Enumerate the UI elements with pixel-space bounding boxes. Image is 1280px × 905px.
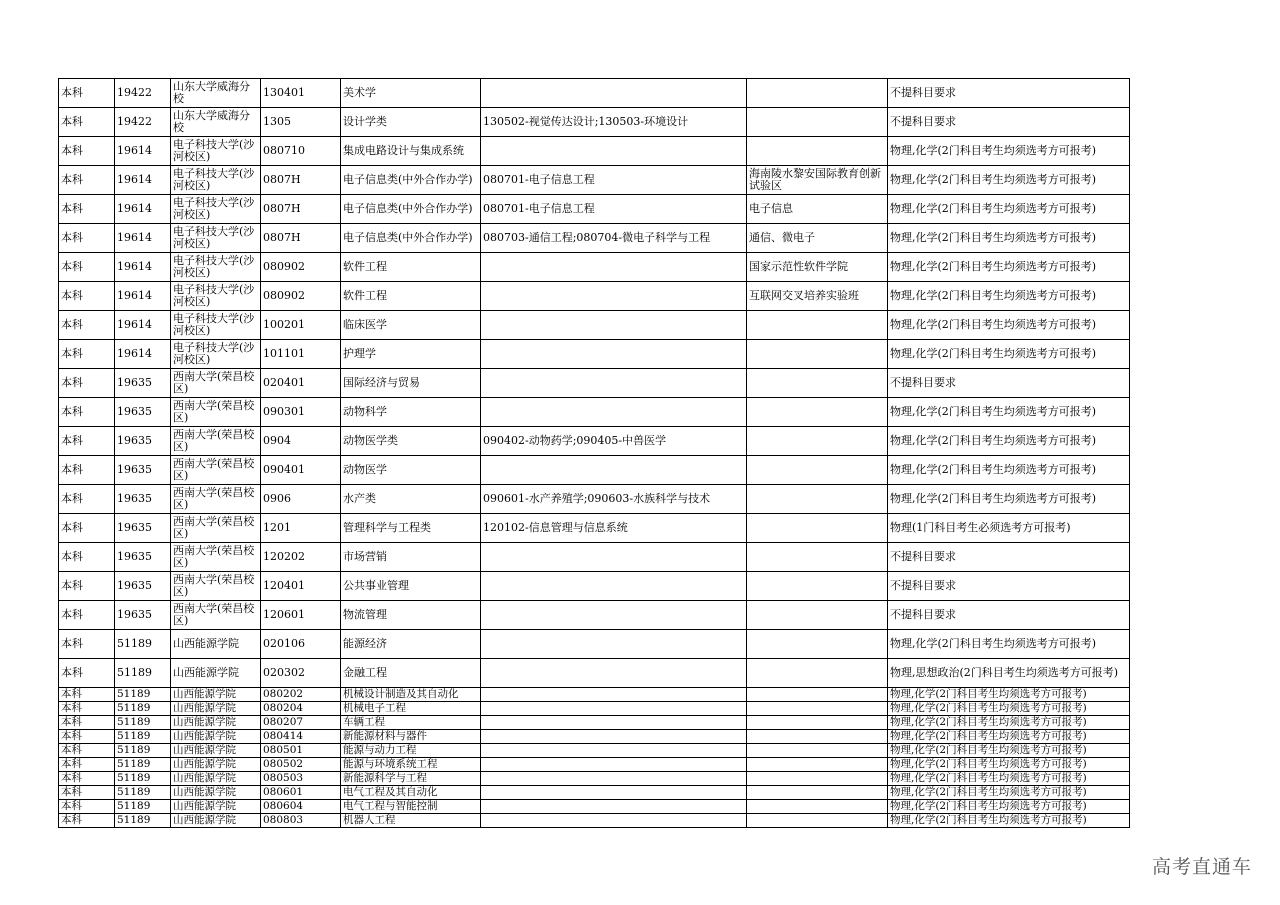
code-cell: 19614 <box>115 166 171 195</box>
included-majors-cell <box>481 800 747 814</box>
subject-requirement-cell: 物理,化学(2门科目考生均须选考方可报考) <box>888 630 1130 659</box>
subject-requirement-cell: 不提科目要求 <box>888 79 1130 108</box>
code-cell: 19635 <box>115 514 171 543</box>
code-cell: 51189 <box>115 716 171 730</box>
code-cell: 51189 <box>115 659 171 688</box>
level-cell: 本科 <box>59 224 115 253</box>
code-cell: 51189 <box>115 800 171 814</box>
table-row <box>59 253 1130 282</box>
table-row <box>59 195 1130 224</box>
subject-requirement-cell: 物理,化学(2门科目考生均须选考方可报考) <box>888 758 1130 772</box>
remark-cell <box>747 786 888 800</box>
table-row <box>59 758 1130 772</box>
included-majors-cell: 090601-水产养殖学;090603-水族科学与技术 <box>481 485 747 514</box>
level-cell: 本科 <box>59 514 115 543</box>
included-majors-cell <box>481 79 747 108</box>
major-code-cell: 101101 <box>261 340 341 369</box>
code-cell: 19635 <box>115 572 171 601</box>
code-cell: 19614 <box>115 137 171 166</box>
remark-cell <box>747 744 888 758</box>
included-majors-cell: 090402-动物药学;090405-中兽医学 <box>481 427 747 456</box>
remark-cell <box>747 772 888 786</box>
major-name-cell: 设计学类 <box>341 108 481 137</box>
level-cell: 本科 <box>59 543 115 572</box>
remark-cell: 互联网交叉培养实验班 <box>747 282 888 311</box>
school-cell: 西南大学(荣昌校区) <box>171 456 261 485</box>
remark-cell <box>747 311 888 340</box>
subject-requirement-cell: 物理,化学(2门科目考生均须选考方可报考) <box>888 456 1130 485</box>
included-majors-cell <box>481 369 747 398</box>
level-cell: 本科 <box>59 659 115 688</box>
major-name-cell: 电气工程及其自动化 <box>341 786 481 800</box>
table-row <box>59 282 1130 311</box>
included-majors-cell: 080701-电子信息工程 <box>481 195 747 224</box>
remark-cell <box>747 514 888 543</box>
school-cell: 西南大学(荣昌校区) <box>171 369 261 398</box>
major-code-cell: 080604 <box>261 800 341 814</box>
major-name-cell: 美术学 <box>341 79 481 108</box>
table-row <box>59 772 1130 786</box>
subject-requirement-cell: 物理,化学(2门科目考生均须选考方可报考) <box>888 744 1130 758</box>
major-name-cell: 机械电子工程 <box>341 702 481 716</box>
level-cell: 本科 <box>59 79 115 108</box>
included-majors-cell <box>481 772 747 786</box>
included-majors-cell <box>481 702 747 716</box>
subject-requirement-cell: 物理,化学(2门科目考生均须选考方可报考) <box>888 427 1130 456</box>
major-code-cell: 120401 <box>261 572 341 601</box>
table-row <box>59 688 1130 702</box>
remark-cell <box>747 485 888 514</box>
table-row <box>59 79 1130 108</box>
code-cell: 19614 <box>115 253 171 282</box>
major-code-cell: 0807H <box>261 224 341 253</box>
level-cell: 本科 <box>59 630 115 659</box>
major-name-cell: 软件工程 <box>341 253 481 282</box>
code-cell: 51189 <box>115 630 171 659</box>
school-cell: 电子科技大学(沙河校区) <box>171 195 261 224</box>
major-name-cell: 护理学 <box>341 340 481 369</box>
level-cell: 本科 <box>59 601 115 630</box>
subject-requirement-cell: 不提科目要求 <box>888 543 1130 572</box>
code-cell: 51189 <box>115 772 171 786</box>
school-cell: 山西能源学院 <box>171 630 261 659</box>
major-code-cell: 0904 <box>261 427 341 456</box>
table-row <box>59 137 1130 166</box>
level-cell: 本科 <box>59 772 115 786</box>
subject-requirement-cell: 物理,化学(2门科目考生均须选考方可报考) <box>888 340 1130 369</box>
school-cell: 山东大学威海分校 <box>171 108 261 137</box>
subject-requirement-cell: 物理(1门科目考生必须选考方可报考) <box>888 514 1130 543</box>
major-name-cell: 电气工程与智能控制 <box>341 800 481 814</box>
table-row <box>59 744 1130 758</box>
major-name-cell: 金融工程 <box>341 659 481 688</box>
subject-requirement-cell: 物理,化学(2门科目考生均须选考方可报考) <box>888 716 1130 730</box>
table-row <box>59 166 1130 195</box>
major-code-cell: 1201 <box>261 514 341 543</box>
school-cell: 电子科技大学(沙河校区) <box>171 224 261 253</box>
level-cell: 本科 <box>59 166 115 195</box>
school-cell: 电子科技大学(沙河校区) <box>171 137 261 166</box>
code-cell: 19422 <box>115 79 171 108</box>
code-cell: 51189 <box>115 688 171 702</box>
included-majors-cell <box>481 253 747 282</box>
major-name-cell: 物流管理 <box>341 601 481 630</box>
subject-requirement-cell: 物理,化学(2门科目考生均须选考方可报考) <box>888 311 1130 340</box>
school-cell: 山西能源学院 <box>171 744 261 758</box>
remark-cell <box>747 543 888 572</box>
table-row <box>59 800 1130 814</box>
table-row <box>59 369 1130 398</box>
major-code-cell: 100201 <box>261 311 341 340</box>
level-cell: 本科 <box>59 253 115 282</box>
level-cell: 本科 <box>59 730 115 744</box>
table-row <box>59 456 1130 485</box>
major-code-cell: 020401 <box>261 369 341 398</box>
table-row <box>59 716 1130 730</box>
subject-requirement-cell: 物理,化学(2门科目考生均须选考方可报考) <box>888 485 1130 514</box>
major-code-cell: 080601 <box>261 786 341 800</box>
level-cell: 本科 <box>59 688 115 702</box>
school-cell: 电子科技大学(沙河校区) <box>171 311 261 340</box>
major-code-cell: 080710 <box>261 137 341 166</box>
code-cell: 19614 <box>115 195 171 224</box>
major-code-cell: 080803 <box>261 814 341 828</box>
level-cell: 本科 <box>59 195 115 224</box>
level-cell: 本科 <box>59 427 115 456</box>
code-cell: 19614 <box>115 311 171 340</box>
remark-cell <box>747 814 888 828</box>
subject-requirement-cell: 物理,化学(2门科目考生均须选考方可报考) <box>888 772 1130 786</box>
major-name-cell: 电子信息类(中外合作办学) <box>341 166 481 195</box>
school-cell: 西南大学(荣昌校区) <box>171 427 261 456</box>
major-code-cell: 020106 <box>261 630 341 659</box>
included-majors-cell <box>481 398 747 427</box>
school-cell: 山东大学威海分校 <box>171 79 261 108</box>
remark-cell <box>747 688 888 702</box>
remark-cell <box>747 456 888 485</box>
major-name-cell: 电子信息类(中外合作办学) <box>341 195 481 224</box>
table-row <box>59 543 1130 572</box>
remark-cell <box>747 79 888 108</box>
major-code-cell: 080502 <box>261 758 341 772</box>
included-majors-cell <box>481 543 747 572</box>
major-name-cell: 动物医学类 <box>341 427 481 456</box>
level-cell: 本科 <box>59 786 115 800</box>
remark-cell <box>747 398 888 427</box>
major-name-cell: 能源经济 <box>341 630 481 659</box>
school-cell: 西南大学(荣昌校区) <box>171 572 261 601</box>
included-majors-cell <box>481 282 747 311</box>
school-cell: 西南大学(荣昌校区) <box>171 543 261 572</box>
school-cell: 山西能源学院 <box>171 772 261 786</box>
included-majors-cell: 130502-视觉传达设计;130503-环境设计 <box>481 108 747 137</box>
code-cell: 19635 <box>115 398 171 427</box>
major-code-cell: 080503 <box>261 772 341 786</box>
subject-requirement-cell: 物理,化学(2门科目考生均须选考方可报考) <box>888 814 1130 828</box>
level-cell: 本科 <box>59 137 115 166</box>
major-code-cell: 120601 <box>261 601 341 630</box>
subject-requirement-cell: 物理,化学(2门科目考生均须选考方可报考) <box>888 688 1130 702</box>
remark-cell <box>747 137 888 166</box>
major-code-cell: 090301 <box>261 398 341 427</box>
level-cell: 本科 <box>59 282 115 311</box>
school-cell: 电子科技大学(沙河校区) <box>171 166 261 195</box>
remark-cell <box>747 340 888 369</box>
school-cell: 电子科技大学(沙河校区) <box>171 282 261 311</box>
level-cell: 本科 <box>59 716 115 730</box>
code-cell: 19614 <box>115 340 171 369</box>
major-name-cell: 能源与环境系统工程 <box>341 758 481 772</box>
remark-cell <box>747 369 888 398</box>
school-cell: 电子科技大学(沙河校区) <box>171 253 261 282</box>
remark-cell <box>747 800 888 814</box>
subject-requirements-table <box>58 78 1130 828</box>
subject-requirement-cell: 物理,化学(2门科目考生均须选考方可报考) <box>888 224 1130 253</box>
code-cell: 51189 <box>115 814 171 828</box>
remark-cell <box>747 427 888 456</box>
level-cell: 本科 <box>59 572 115 601</box>
table-row <box>59 659 1130 688</box>
school-cell: 山西能源学院 <box>171 758 261 772</box>
code-cell: 19635 <box>115 601 171 630</box>
subject-requirement-cell: 物理,化学(2门科目考生均须选考方可报考) <box>888 253 1130 282</box>
subject-requirement-cell: 物理,化学(2门科目考生均须选考方可报考) <box>888 137 1130 166</box>
subject-requirement-cell: 物理,化学(2门科目考生均须选考方可报考) <box>888 800 1130 814</box>
included-majors-cell <box>481 630 747 659</box>
level-cell: 本科 <box>59 814 115 828</box>
major-name-cell: 国际经济与贸易 <box>341 369 481 398</box>
table-row <box>59 224 1130 253</box>
level-cell: 本科 <box>59 311 115 340</box>
major-code-cell: 020302 <box>261 659 341 688</box>
major-name-cell: 市场营销 <box>341 543 481 572</box>
included-majors-cell <box>481 688 747 702</box>
remark-cell <box>747 758 888 772</box>
major-name-cell: 动物科学 <box>341 398 481 427</box>
table-row <box>59 514 1130 543</box>
school-cell: 山西能源学院 <box>171 716 261 730</box>
major-name-cell: 临床医学 <box>341 311 481 340</box>
major-name-cell: 新能源材料与器件 <box>341 730 481 744</box>
subject-requirement-cell: 物理,化学(2门科目考生均须选考方可报考) <box>888 730 1130 744</box>
level-cell: 本科 <box>59 108 115 137</box>
major-code-cell: 090401 <box>261 456 341 485</box>
major-code-cell: 130401 <box>261 79 341 108</box>
subject-requirement-cell: 物理,思想政治(2门科目考生均须选考方可报考) <box>888 659 1130 688</box>
major-code-cell: 080414 <box>261 730 341 744</box>
subject-requirement-cell: 不提科目要求 <box>888 369 1130 398</box>
major-code-cell: 080202 <box>261 688 341 702</box>
subject-requirement-cell: 物理,化学(2门科目考生均须选考方可报考) <box>888 786 1130 800</box>
table-row <box>59 427 1130 456</box>
code-cell: 19614 <box>115 224 171 253</box>
included-majors-cell: 120102-信息管理与信息系统 <box>481 514 747 543</box>
code-cell: 51189 <box>115 758 171 772</box>
subject-requirement-cell: 物理,化学(2门科目考生均须选考方可报考) <box>888 195 1130 224</box>
major-name-cell: 电子信息类(中外合作办学) <box>341 224 481 253</box>
major-name-cell: 软件工程 <box>341 282 481 311</box>
table-body <box>59 79 1130 828</box>
included-majors-cell <box>481 786 747 800</box>
major-code-cell: 1305 <box>261 108 341 137</box>
table-row <box>59 485 1130 514</box>
subject-requirement-cell: 不提科目要求 <box>888 601 1130 630</box>
included-majors-cell: 080703-通信工程;080704-微电子科学与工程 <box>481 224 747 253</box>
included-majors-cell <box>481 456 747 485</box>
remark-cell <box>747 601 888 630</box>
major-name-cell: 能源与动力工程 <box>341 744 481 758</box>
school-cell: 山西能源学院 <box>171 786 261 800</box>
major-code-cell: 080204 <box>261 702 341 716</box>
major-name-cell: 管理科学与工程类 <box>341 514 481 543</box>
table-row <box>59 814 1130 828</box>
subject-requirement-cell: 物理,化学(2门科目考生均须选考方可报考) <box>888 398 1130 427</box>
major-code-cell: 0807H <box>261 195 341 224</box>
school-cell: 山西能源学院 <box>171 688 261 702</box>
table-row <box>59 786 1130 800</box>
table-row <box>59 702 1130 716</box>
major-code-cell: 080902 <box>261 253 341 282</box>
subject-requirement-cell: 物理,化学(2门科目考生均须选考方可报考) <box>888 166 1130 195</box>
included-majors-cell <box>481 601 747 630</box>
major-code-cell: 080207 <box>261 716 341 730</box>
included-majors-cell <box>481 730 747 744</box>
code-cell: 51189 <box>115 786 171 800</box>
level-cell: 本科 <box>59 702 115 716</box>
school-cell: 山西能源学院 <box>171 702 261 716</box>
major-name-cell: 动物医学 <box>341 456 481 485</box>
table-row <box>59 108 1130 137</box>
major-name-cell: 水产类 <box>341 485 481 514</box>
code-cell: 19635 <box>115 369 171 398</box>
major-name-cell: 机器人工程 <box>341 814 481 828</box>
included-majors-cell <box>481 758 747 772</box>
remark-cell: 电子信息 <box>747 195 888 224</box>
major-code-cell: 080902 <box>261 282 341 311</box>
included-majors-cell <box>481 659 747 688</box>
school-cell: 山西能源学院 <box>171 659 261 688</box>
code-cell: 19635 <box>115 485 171 514</box>
remark-cell <box>747 108 888 137</box>
level-cell: 本科 <box>59 800 115 814</box>
school-cell: 山西能源学院 <box>171 730 261 744</box>
major-code-cell: 0807H <box>261 166 341 195</box>
included-majors-cell <box>481 572 747 601</box>
subject-requirement-cell: 不提科目要求 <box>888 108 1130 137</box>
included-majors-cell <box>481 814 747 828</box>
major-name-cell: 新能源科学与工程 <box>341 772 481 786</box>
major-name-cell: 车辆工程 <box>341 716 481 730</box>
school-cell: 西南大学(荣昌校区) <box>171 398 261 427</box>
level-cell: 本科 <box>59 485 115 514</box>
remark-cell: 通信、微电子 <box>747 224 888 253</box>
remark-cell <box>747 716 888 730</box>
code-cell: 19635 <box>115 427 171 456</box>
included-majors-cell <box>481 340 747 369</box>
major-name-cell: 公共事业管理 <box>341 572 481 601</box>
subject-requirement-cell: 物理,化学(2门科目考生均须选考方可报考) <box>888 702 1130 716</box>
major-code-cell: 080501 <box>261 744 341 758</box>
major-code-cell: 120202 <box>261 543 341 572</box>
table-row <box>59 630 1130 659</box>
table-row <box>59 398 1130 427</box>
school-cell: 西南大学(荣昌校区) <box>171 601 261 630</box>
included-majors-cell <box>481 716 747 730</box>
remark-cell <box>747 702 888 716</box>
school-cell: 电子科技大学(沙河校区) <box>171 340 261 369</box>
level-cell: 本科 <box>59 456 115 485</box>
included-majors-cell: 080701-电子信息工程 <box>481 166 747 195</box>
table-row <box>59 311 1130 340</box>
major-name-cell: 机械设计制造及其自动化 <box>341 688 481 702</box>
table-row <box>59 340 1130 369</box>
major-code-cell: 0906 <box>261 485 341 514</box>
code-cell: 19422 <box>115 108 171 137</box>
code-cell: 19614 <box>115 282 171 311</box>
remark-cell <box>747 730 888 744</box>
major-name-cell: 集成电路设计与集成系统 <box>341 137 481 166</box>
subject-requirement-cell: 不提科目要求 <box>888 572 1130 601</box>
table-row <box>59 572 1130 601</box>
watermark-text: 高考直通车 <box>1151 856 1252 878</box>
level-cell: 本科 <box>59 398 115 427</box>
remark-cell: 国家示范性软件学院 <box>747 253 888 282</box>
school-cell: 山西能源学院 <box>171 814 261 828</box>
school-cell: 山西能源学院 <box>171 800 261 814</box>
level-cell: 本科 <box>59 758 115 772</box>
remark-cell <box>747 659 888 688</box>
level-cell: 本科 <box>59 340 115 369</box>
table-row <box>59 730 1130 744</box>
code-cell: 51189 <box>115 744 171 758</box>
remark-cell <box>747 572 888 601</box>
included-majors-cell <box>481 311 747 340</box>
code-cell: 19635 <box>115 543 171 572</box>
remark-cell <box>747 630 888 659</box>
code-cell: 51189 <box>115 702 171 716</box>
code-cell: 51189 <box>115 730 171 744</box>
included-majors-cell <box>481 744 747 758</box>
subject-requirement-cell: 物理,化学(2门科目考生均须选考方可报考) <box>888 282 1130 311</box>
level-cell: 本科 <box>59 744 115 758</box>
school-cell: 西南大学(荣昌校区) <box>171 514 261 543</box>
level-cell: 本科 <box>59 369 115 398</box>
remark-cell: 海南陵水黎安国际教育创新试验区 <box>747 166 888 195</box>
school-cell: 西南大学(荣昌校区) <box>171 485 261 514</box>
table-row <box>59 601 1130 630</box>
code-cell: 19635 <box>115 456 171 485</box>
included-majors-cell <box>481 137 747 166</box>
